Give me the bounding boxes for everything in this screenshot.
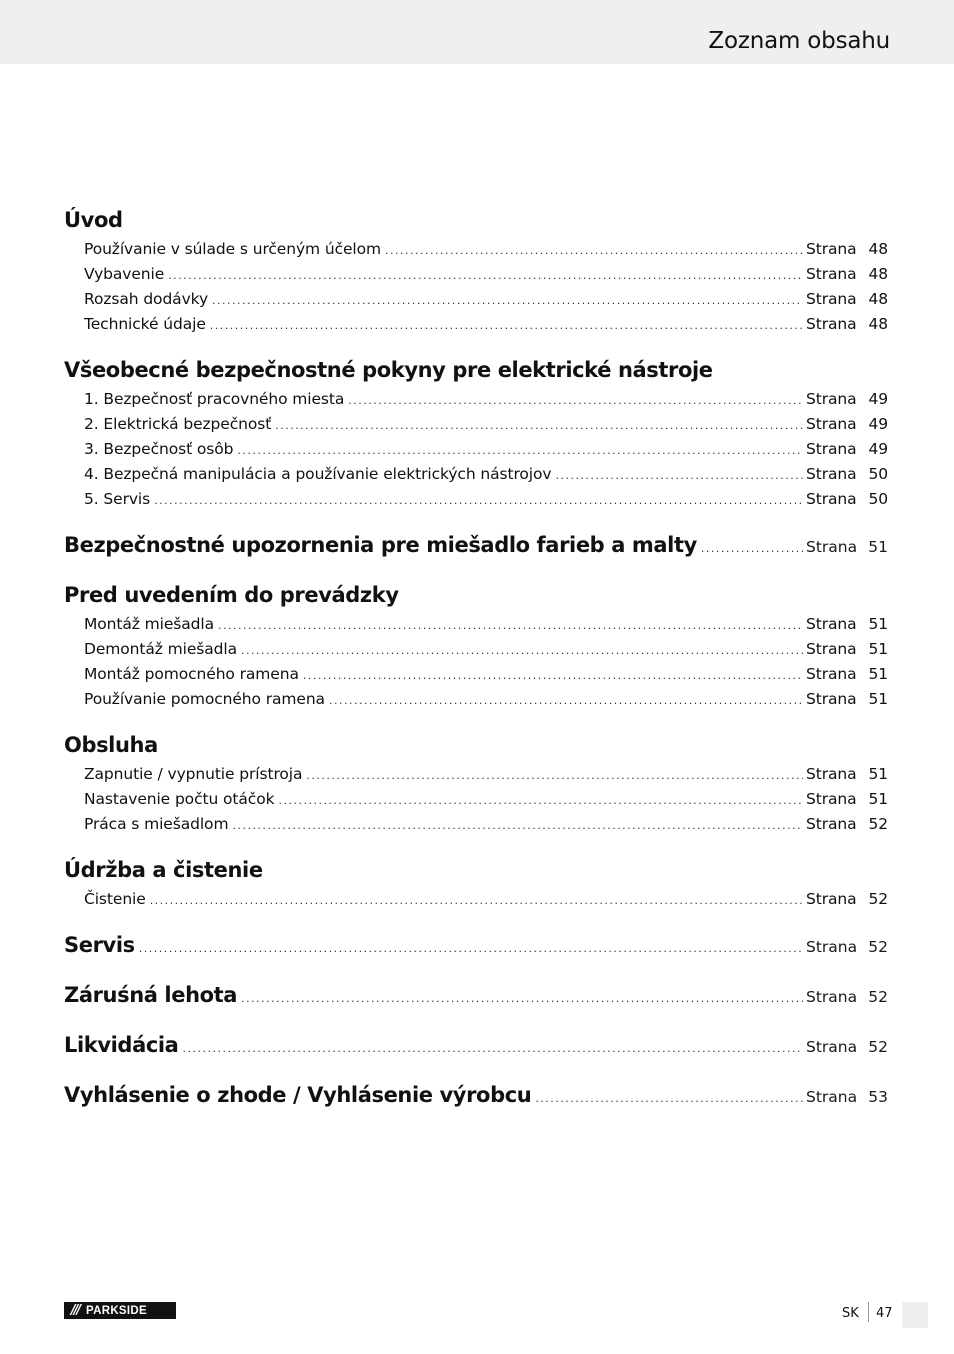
entry-title: Technické údaje	[84, 315, 206, 333]
entry-title: Práca s miešadlom	[84, 815, 229, 833]
toc-section-bezpecnost	[64, 354, 888, 512]
section-heading: Vyhlásenie o zhode / Vyhlásenie výrobcu	[64, 1083, 532, 1107]
toc-entry[interactable]	[64, 437, 888, 462]
section-heading: Obsluha	[64, 733, 158, 757]
dot-leader	[303, 663, 803, 688]
entry-page: 49	[868, 440, 888, 458]
section-heading: Pred uvedením do prevádzky	[64, 583, 399, 607]
entry-title: Rozsah dodávky	[84, 290, 209, 308]
entry-title: Čistenie	[84, 890, 146, 908]
entry-label: Strana	[806, 690, 857, 708]
dot-leader	[150, 888, 803, 913]
entry-page: 53	[868, 1088, 888, 1106]
toc-entry[interactable]	[64, 887, 888, 912]
entry-label: Strana	[806, 465, 857, 483]
toc-section-udrzba	[64, 854, 888, 912]
entry-page: 51	[868, 615, 888, 633]
entry-title: 1. Bezpečnosť pracovného miesta	[84, 390, 345, 408]
entry-title: Vybavenie	[84, 265, 165, 283]
toc-entry[interactable]	[64, 312, 888, 337]
page-title: Zoznam obsahu	[708, 28, 890, 54]
toc-entry[interactable]	[64, 287, 888, 312]
logo-text: PARKSIDE	[86, 1304, 147, 1317]
section-heading: Údržba a čistenie	[64, 858, 263, 882]
toc-entry[interactable]	[64, 462, 888, 487]
toc-section-upozornenia[interactable]	[64, 529, 888, 562]
entry-label: Strana	[806, 240, 857, 258]
entry-label: Strana	[806, 1088, 858, 1106]
entry-page: 51	[868, 690, 888, 708]
entry-page: 52	[868, 1038, 888, 1056]
entry-page: 51	[868, 765, 888, 783]
entry-page: 51	[868, 665, 888, 683]
entry-title: Nastavenie počtu otáčok	[84, 790, 275, 808]
entry-label: Strana	[806, 665, 857, 683]
entry-label: Strana	[806, 615, 857, 633]
entry-label: Strana	[806, 988, 858, 1006]
dot-leader	[237, 438, 803, 463]
toc-section-likvidacia[interactable]	[64, 1029, 888, 1062]
footer-divider	[868, 1302, 869, 1322]
toc-entry[interactable]	[64, 637, 888, 662]
dot-leader	[535, 1082, 803, 1115]
dot-leader	[139, 932, 803, 965]
logo-slashes-icon: ///	[70, 1303, 80, 1318]
dot-leader	[555, 463, 803, 488]
entry-title: Zapnutie / vypnutie prístroja	[84, 765, 303, 783]
dot-leader	[329, 688, 803, 713]
toc-entry[interactable]	[64, 262, 888, 287]
parkside-logo	[64, 1302, 176, 1319]
entry-page: 48	[868, 265, 888, 283]
dot-leader	[212, 288, 803, 313]
footer-tab-marker	[902, 1302, 928, 1328]
dot-leader	[168, 263, 803, 288]
entry-page: 51	[868, 538, 888, 556]
toc-section-uvod	[64, 204, 888, 337]
table-of-contents	[64, 204, 888, 1112]
entry-label: Strana	[806, 538, 858, 556]
entry-page: 50	[868, 465, 888, 483]
entry-page: 52	[868, 938, 888, 956]
dot-leader	[241, 982, 803, 1015]
entry-title: 5. Servis	[84, 490, 151, 508]
entry-page: 52	[868, 988, 888, 1006]
toc-section-zarucna-lehota[interactable]	[64, 979, 888, 1012]
entry-label: Strana	[806, 790, 857, 808]
entry-title: Používanie pomocného ramena	[84, 690, 325, 708]
entry-page: 49	[868, 415, 888, 433]
entry-label: Strana	[806, 490, 857, 508]
section-heading: Servis	[64, 933, 135, 957]
entry-label: Strana	[806, 415, 857, 433]
dot-leader	[154, 488, 803, 513]
entry-label: Strana	[806, 390, 857, 408]
dot-leader	[232, 813, 803, 838]
toc-entry[interactable]	[64, 387, 888, 412]
entry-title: Demontáž miešadla	[84, 640, 237, 658]
entry-label: Strana	[806, 440, 857, 458]
toc-section-obsluha	[64, 729, 888, 837]
entry-title: Montáž pomocného ramena	[84, 665, 299, 683]
dot-leader	[385, 238, 803, 263]
toc-entry[interactable]	[64, 762, 888, 787]
entry-title: Používanie v súlade s určeným účelom	[84, 240, 382, 258]
entry-label: Strana	[806, 290, 857, 308]
section-heading: Úvod	[64, 208, 123, 232]
toc-entry[interactable]	[64, 787, 888, 812]
entry-page: 52	[868, 815, 888, 833]
entry-title: 3. Bezpečnosť osôb	[84, 440, 234, 458]
section-heading: Záruśná lehota	[64, 983, 238, 1007]
dot-leader	[241, 638, 803, 663]
entry-label: Strana	[806, 1038, 858, 1056]
toc-entry[interactable]	[64, 487, 888, 512]
entry-title: 2. Elektrická bezpečnosť	[84, 415, 272, 433]
toc-entry[interactable]	[64, 662, 888, 687]
section-heading: Bezpečnostné upozornenia pre miešadlo farieb a malty	[64, 533, 697, 557]
entry-page: 48	[868, 290, 888, 308]
entry-title: Montáž miešadla	[84, 615, 214, 633]
dot-leader	[275, 413, 803, 438]
entry-page: 49	[868, 390, 888, 408]
entry-label: Strana	[806, 640, 857, 658]
entry-label: Strana	[806, 890, 857, 908]
toc-entry[interactable]	[64, 412, 888, 437]
dot-leader	[278, 788, 803, 813]
toc-entry[interactable]	[64, 612, 888, 637]
entry-page: 48	[868, 240, 888, 258]
dot-leader	[218, 613, 803, 638]
entry-title: 4. Bezpečná manipulácia a používanie elektrických nástrojov	[84, 465, 552, 483]
page-number: 47	[876, 1306, 893, 1321]
section-heading: Všeobecné bezpečnostné pokyny pre elektrické nástroje	[64, 358, 713, 382]
dot-leader	[182, 1032, 803, 1065]
entry-page: 51	[868, 640, 888, 658]
entry-label: Strana	[806, 265, 857, 283]
dot-leader	[210, 313, 803, 338]
entry-label: Strana	[806, 315, 857, 333]
dot-leader	[348, 388, 803, 413]
entry-page: 52	[868, 890, 888, 908]
toc-section-vyhlasenie[interactable]	[64, 1079, 888, 1112]
toc-entry[interactable]	[64, 687, 888, 712]
dot-leader	[306, 763, 803, 788]
entry-page: 51	[868, 790, 888, 808]
entry-label: Strana	[806, 765, 857, 783]
language-code: SK	[842, 1306, 859, 1321]
toc-entry[interactable]	[64, 237, 888, 262]
entry-page: 50	[868, 490, 888, 508]
entry-label: Strana	[806, 815, 857, 833]
entry-page: 48	[868, 315, 888, 333]
entry-label: Strana	[806, 938, 858, 956]
toc-entry[interactable]	[64, 812, 888, 837]
toc-section-servis[interactable]	[64, 929, 888, 962]
dot-leader	[701, 532, 803, 565]
toc-section-pred-uvedenim	[64, 579, 888, 712]
section-heading: Likvidácia	[64, 1033, 179, 1057]
